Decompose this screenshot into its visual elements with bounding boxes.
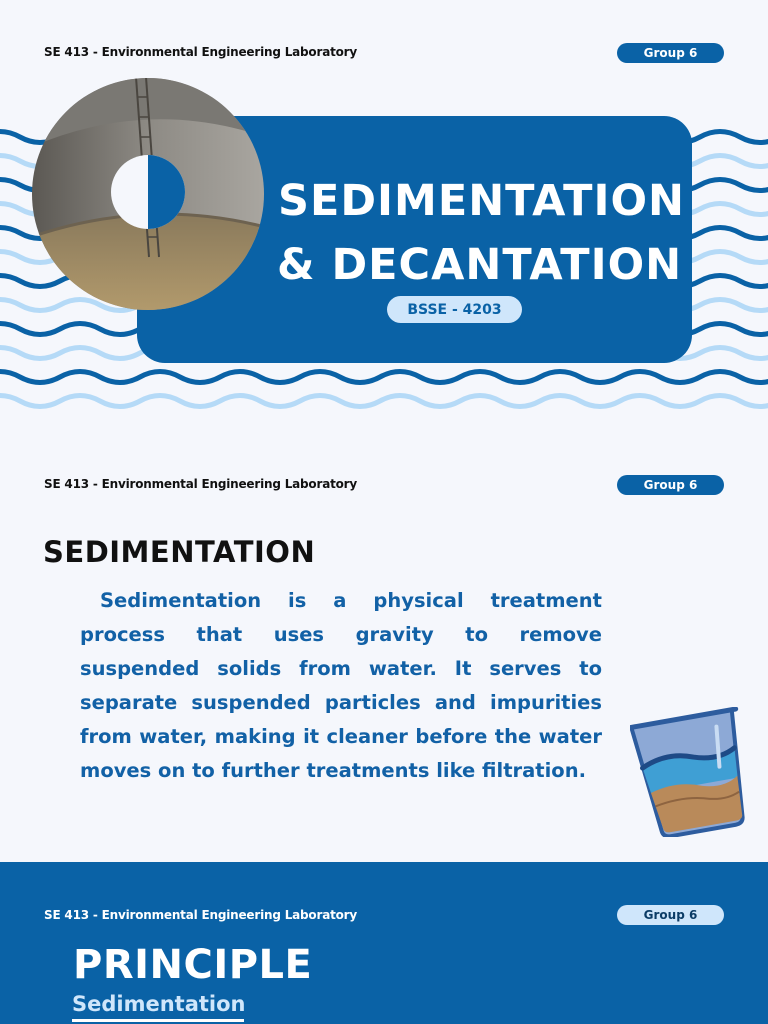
course-label: SE 413 - Environmental Engineering Laboratory bbox=[44, 477, 358, 491]
title-line-1: SEDIMENTATION bbox=[278, 176, 685, 226]
subtitle-underline bbox=[72, 1019, 244, 1022]
course-code-badge: BSSE - 4203 bbox=[387, 296, 522, 323]
wave-line bbox=[0, 372, 768, 383]
principle-subtitle: Sedimentation bbox=[72, 992, 246, 1016]
title-line-2: & DECANTATION bbox=[277, 240, 683, 290]
principle-slide bbox=[0, 862, 768, 1024]
sedimentation-slide bbox=[0, 431, 768, 862]
group-badge: Group 6 bbox=[617, 905, 724, 925]
course-label: SE 413 - Environmental Engineering Laboratory bbox=[44, 45, 358, 59]
course-label: SE 413 - Environmental Engineering Laboratory bbox=[44, 908, 358, 922]
sedimentation-tank-photo bbox=[31, 77, 265, 311]
title-slide bbox=[0, 0, 768, 431]
principle-title: PRINCIPLE bbox=[73, 942, 313, 988]
section-body: Sedimentation is a physical treatment process that uses gravity to remove suspended solids from water. It serves to separate suspended particles and impurities from water, making it cleaner before the water moves on to further treatments like filtration. bbox=[80, 589, 602, 782]
wave-line bbox=[0, 396, 768, 407]
group-badge: Group 6 bbox=[617, 475, 724, 495]
beaker-icon bbox=[630, 707, 760, 837]
section-heading: SEDIMENTATION bbox=[43, 535, 316, 569]
group-badge: Group 6 bbox=[617, 43, 724, 63]
